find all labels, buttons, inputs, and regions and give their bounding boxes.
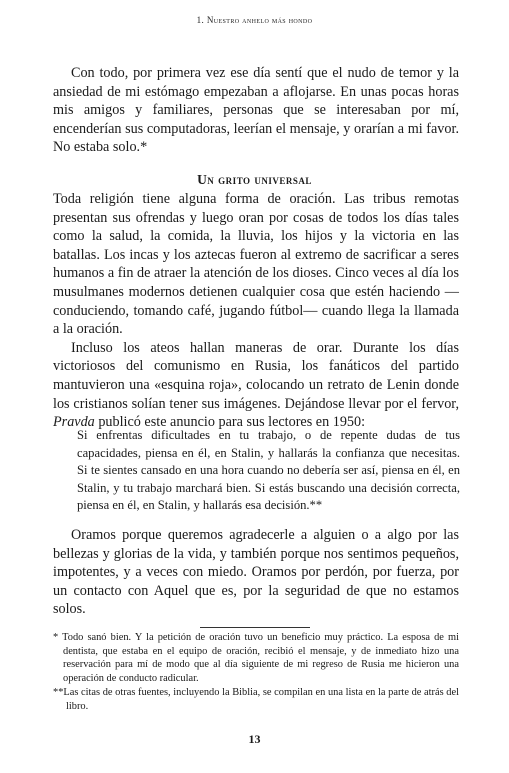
- closing-section: [53, 526, 459, 619]
- closing-paragraph: Oramos porque queremos agradecerle a alguien o a algo por las bellezas y glorias de la vida, y también porque nos sentimos pequeños, impotentes, y a veces con miedo. Oramos por perdón, por fuerza, por un contacto con Aquel que es, por la seguridad de que no estamos solos.: [53, 527, 459, 618]
- paragraph-2: [53, 339, 459, 432]
- main-section: [53, 190, 459, 432]
- paragraph-2-text-a: Incluso los ateos hallan maneras de orar. Durante los días victoriosos del comunismo en Rusia, los fanáticos del partido mantuvieron una «esquina roja», colocando un retrato de Lenin donde los cristianos solían tener sus imágenes. Dejándose llevar por el fervor,: [53, 339, 459, 412]
- page-number: 13: [248, 732, 261, 746]
- block-quote: [77, 427, 460, 515]
- footnote-divider: [200, 627, 310, 628]
- block-quote-text: Si enfrentas dificultades en tu trabajo, o de repente dudas de tus capacidades, piensa en él, en Stalin, y hallarás la confianza que necesitas. Si te sientes cansado en una hora cuando no debería ser así, piensa en él, en Stalin, y tu trabajo marchará bien. Si estás buscando una decisión correcta, piensa en él, en Stalin, y hallarás esa decisión.**: [77, 428, 460, 513]
- pravda-title: Pravda: [53, 414, 95, 431]
- intro-paragraph: Con todo, por primera vez ese día sentí que el nudo de temor y la ansiedad de mi estómago empezaban a aflojarse. En unas pocas horas mis amigos y familiares, personas que se interesaban por mí, encenderían sus computadoras, leerían el mensaje, y orarían a mi favor. No estaba solo.*: [53, 65, 459, 156]
- paragraph-1: Toda religión tiene alguna forma de oración. Las tribus remotas presentan sus ofrendas y luego oran por cosas de todos los días tales como la salud, la comida, la lluvia, los hijos y la victoria en las batallas. Los incas y los aztecas fueron al extremo de sacrificar a seres humanos a fin de atraer la atención de los dioses. Cinco veces al día los musulmanes modernos detienen cualquier cosa que estén haciendo —conduciendo, tomando café, jugando fútbol— cuando llega la llamada a la oración.: [53, 191, 459, 338]
- footnote-2: **Las citas de otras fuentes, incluyendo la Biblia, se compilan en una lista en la parte de atrás del libro.: [53, 687, 459, 712]
- section-heading: Un grito universal: [197, 172, 312, 187]
- running-head: 1. Nuestro anhelo más hondo: [196, 15, 313, 25]
- footnote-1: * Todo sanó bien. Y la petición de oración tuvo un beneficio muy práctico. La esposa de mi dentista, que estaba en el equipo de oración, recibió el mensaje, y de inmediato hizo una reservación para mí de modo que al día siguiente de mi regreso de Rusia me hicieron una operación de conducto radicular.: [53, 632, 459, 684]
- paragraph-2-text-b: publicó este anuncio para sus lectores en 1950:: [94, 414, 366, 431]
- footnotes: [53, 631, 459, 714]
- intro-section: [53, 64, 459, 157]
